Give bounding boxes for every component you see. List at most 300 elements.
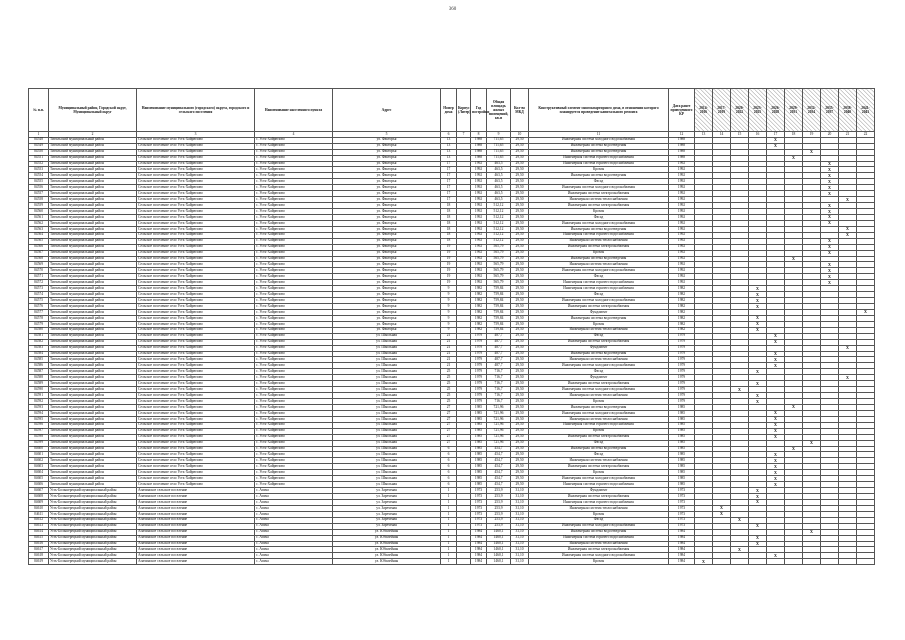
table-cell: Кровля xyxy=(529,167,669,173)
table-cell: 04583 xyxy=(29,345,49,351)
table-cell: с. Усть-Хайрюзово xyxy=(255,351,333,357)
table-cell: 29,50 xyxy=(511,179,529,185)
header-row xyxy=(29,89,875,132)
table-cell: Сельское поселение село Усть-Хайрюзово xyxy=(137,387,255,393)
table-cell: с. Усть-Хайрюзово xyxy=(255,309,333,315)
table-cell: 6 xyxy=(441,476,457,482)
column-header: 2014-2016 xyxy=(695,89,713,132)
table-cell: ул. Юбилейная xyxy=(333,547,441,553)
table-cell: с. Усть-Хайрюзово xyxy=(255,220,333,226)
table-cell: X xyxy=(767,470,785,476)
table-cell: X xyxy=(821,244,839,250)
table-cell: 759,84 xyxy=(487,292,511,298)
table-cell: 25 xyxy=(441,387,457,393)
table-cell: 1992 xyxy=(669,268,695,274)
table-cell: 04590 xyxy=(29,387,49,393)
table-cell: Инженерная система электроснабжения xyxy=(529,434,669,440)
table-cell: 759,84 xyxy=(487,298,511,304)
table-cell: Сельское поселение село Усть-Хайрюзово xyxy=(137,298,255,304)
table-cell: Тигильский муниципальный район xyxy=(49,440,137,446)
table-cell: 721,96 xyxy=(487,404,511,410)
table-cell: 487,7 xyxy=(487,351,511,357)
table-cell: ул. Факторья xyxy=(333,220,441,226)
table-cell: X xyxy=(803,440,821,446)
column-number: 6 xyxy=(441,132,457,138)
column-header: 2032-2034 xyxy=(803,89,821,132)
table-cell: 29,50 xyxy=(511,464,529,470)
table-cell xyxy=(785,559,803,565)
table-cell: с. Усть-Хайрюзово xyxy=(255,244,333,250)
table-cell: ул. Факторья xyxy=(333,250,441,256)
table-cell: Тигильский муниципальный район xyxy=(49,387,137,393)
table-cell: Сельское поселение село Усть-Хайрюзово xyxy=(137,197,255,203)
table-cell: 29,50 xyxy=(511,304,529,310)
table-cell: с. Апача xyxy=(255,494,333,500)
table-cell: Фасад xyxy=(529,179,669,185)
table-cell: 1 xyxy=(441,541,457,547)
table-cell: 04619 xyxy=(29,559,49,565)
table-cell: с. Усть-Хайрюзово xyxy=(255,452,333,458)
table-cell: Сельское поселение село Усть-Хайрюзово xyxy=(137,232,255,238)
table-cell: с. Усть-Хайрюзово xyxy=(255,387,333,393)
table-cell: Тигильский муниципальный район xyxy=(49,280,137,286)
table-cell: с. Усть-Хайрюзово xyxy=(255,446,333,452)
table-cell: Инженерная система холодного водоснабжения xyxy=(529,137,669,143)
table-cell: 18 xyxy=(441,220,457,226)
table-cell: 1973 xyxy=(471,517,487,523)
table-cell: 19 xyxy=(441,268,457,274)
table-cell: 04607 xyxy=(29,488,49,494)
table-cell: 31,10 xyxy=(511,505,529,511)
table-cell: Инженерная система холодного водоснабжения xyxy=(529,298,669,304)
table-cell: с. Усть-Хайрюзово xyxy=(255,345,333,351)
table-cell: 253,9 xyxy=(487,517,511,523)
table-cell: 1973 xyxy=(669,494,695,500)
table-cell: 1988 xyxy=(669,149,695,155)
table-cell: 9 xyxy=(441,286,457,292)
table-cell: ул. Школьная xyxy=(333,339,441,345)
table-cell: Инженерная система теплоснабжения xyxy=(529,197,669,203)
column-header: 2041-2043 xyxy=(857,89,875,132)
column-number: 19 xyxy=(803,132,821,138)
table-cell: 21 xyxy=(441,363,457,369)
table-cell: ул. Юбилейная xyxy=(333,541,441,547)
table-cell: X xyxy=(731,517,749,523)
table-cell: 6 xyxy=(441,458,457,464)
table-cell: Инженерная система водоотведения xyxy=(529,256,669,262)
table-cell: с. Усть-Хайрюзово xyxy=(255,458,333,464)
table-cell: 04549 xyxy=(29,143,49,149)
table-cell: 711,65 xyxy=(487,137,511,143)
table-cell: 31,10 xyxy=(511,499,529,505)
table-cell: X xyxy=(749,535,767,541)
table-cell: Апачинское сельское поселение xyxy=(137,529,255,535)
table-cell: 17 xyxy=(441,161,457,167)
table-cell: Сельское поселение село Усть-Хайрюзово xyxy=(137,440,255,446)
table-cell: с. Усть-Хайрюзово xyxy=(255,434,333,440)
table-cell: Кровля xyxy=(529,321,669,327)
table-cell: 1973 xyxy=(669,523,695,529)
table-cell: 1 xyxy=(441,523,457,529)
table-cell: с. Усть-Хайрюзово xyxy=(255,381,333,387)
table-cell: ул. Школьная xyxy=(333,369,441,375)
table-cell: 1973 xyxy=(471,499,487,505)
table-cell: с. Усть-Хайрюзово xyxy=(255,464,333,470)
table-cell: 1 xyxy=(441,494,457,500)
table-cell: Тигильский муниципальный район xyxy=(49,410,137,416)
table-cell: 17 xyxy=(441,191,457,197)
table-cell: X xyxy=(713,511,731,517)
column-header: 2035-2037 xyxy=(821,89,839,132)
table-cell: Кровля xyxy=(529,209,669,215)
table-cell: 31,10 xyxy=(511,547,529,553)
table-cell: 04548 xyxy=(29,137,49,143)
table-cell: 1992 xyxy=(471,197,487,203)
column-number: 15 xyxy=(731,132,749,138)
table-cell: Инженерная система горячего водоснабжения xyxy=(529,482,669,488)
table-cell: ул. Школьная xyxy=(333,440,441,446)
table-cell: 29,50 xyxy=(511,238,529,244)
table-cell: 1460,1 xyxy=(487,553,511,559)
table-cell: 463,5 xyxy=(487,161,511,167)
table-cell: 1985 xyxy=(669,440,695,446)
table-cell: Тигильский муниципальный район xyxy=(49,149,137,155)
table-cell: 29,50 xyxy=(511,244,529,250)
column-number: 16 xyxy=(749,132,767,138)
table-cell: X xyxy=(749,381,767,387)
table-cell: 1985 xyxy=(669,428,695,434)
table-cell: Тигильский муниципальный район xyxy=(49,167,137,173)
table-cell: 04584 xyxy=(29,351,49,357)
table-cell: Сельское поселение село Усть-Хайрюзово xyxy=(137,410,255,416)
table-cell: 759,84 xyxy=(487,286,511,292)
table-cell: с. Усть-Хайрюзово xyxy=(255,482,333,488)
table-cell: 1985 xyxy=(471,404,487,410)
table-cell: 1992 xyxy=(669,173,695,179)
table-cell: 716,7 xyxy=(487,393,511,399)
table-cell: 04557 xyxy=(29,191,49,197)
table-cell: 04560 xyxy=(29,209,49,215)
table-cell: 1985 xyxy=(669,458,695,464)
table-cell: X xyxy=(821,179,839,185)
table-cell: ул. Факторья xyxy=(333,292,441,298)
table-cell: Усть-Большерецкий муниципальный район xyxy=(49,529,137,535)
table-cell: 1984 xyxy=(471,535,487,541)
table-cell: Инженерная система горячего водоснабжения xyxy=(529,161,669,167)
table-cell: Тигильский муниципальный район xyxy=(49,191,137,197)
table-cell: 04551 xyxy=(29,155,49,161)
table-cell: 1992 xyxy=(669,191,695,197)
table-cell: 759,84 xyxy=(487,321,511,327)
table-cell: 29,50 xyxy=(511,143,529,149)
table-header xyxy=(29,89,875,138)
table-cell: Усть-Большерецкий муниципальный район xyxy=(49,505,137,511)
table-cell: 1973 xyxy=(471,523,487,529)
table-cell: Тигильский муниципальный район xyxy=(49,155,137,161)
table-cell: Инженерная система водоотведения xyxy=(529,351,669,357)
table-cell: X xyxy=(749,298,767,304)
table-cell xyxy=(731,559,749,565)
table-cell: Сельское поселение село Усть-Хайрюзово xyxy=(137,339,255,345)
table-cell: Тигильский муниципальный район xyxy=(49,446,137,452)
table-cell: 29,50 xyxy=(511,226,529,232)
table-cell: с. Усть-Хайрюзово xyxy=(255,298,333,304)
table-cell: с. Апача xyxy=(255,541,333,547)
table-cell: 721,96 xyxy=(487,416,511,422)
table-cell: ул. Факторья xyxy=(333,268,441,274)
table-cell: 29,50 xyxy=(511,345,529,351)
table-cell: Фасад xyxy=(529,517,669,523)
table-cell: Тигильский муниципальный район xyxy=(49,375,137,381)
table-cell: 27 xyxy=(441,416,457,422)
table-cell: Усть-Большерецкий муниципальный район xyxy=(49,511,137,517)
table-cell: Фасад xyxy=(529,440,669,446)
table-cell: 1992 xyxy=(471,185,487,191)
table-cell: ул. Юбилейная xyxy=(333,559,441,565)
table-cell: 04595 xyxy=(29,416,49,422)
table-cell: 1992 xyxy=(669,161,695,167)
table-cell: 1982 xyxy=(669,286,695,292)
table-cell: с. Усть-Хайрюзово xyxy=(255,304,333,310)
table-cell: 711,65 xyxy=(487,149,511,155)
table-cell: 29,50 xyxy=(511,155,529,161)
table-cell: 04562 xyxy=(29,220,49,226)
table-cell: ул. Факторья xyxy=(333,232,441,238)
table-cell: Сельское поселение село Усть-Хайрюзово xyxy=(137,482,255,488)
table-cell: 1984 xyxy=(471,541,487,547)
table-cell: 9 xyxy=(441,292,457,298)
table-cell: 04571 xyxy=(29,274,49,280)
table-cell: 31,10 xyxy=(511,553,529,559)
table-cell: Инженерная система электроснабжения xyxy=(529,494,669,500)
table-cell: 31,10 xyxy=(511,541,529,547)
table-cell: 29,50 xyxy=(511,214,529,220)
table-cell: 29,50 xyxy=(511,149,529,155)
table-cell: X xyxy=(821,220,839,226)
table-cell: 04614 xyxy=(29,529,49,535)
table-cell: 04603 xyxy=(29,464,49,470)
table-cell: ул. Школьная xyxy=(333,393,441,399)
table-cell: Тигильский муниципальный район xyxy=(49,179,137,185)
table-cell: ул. Зареченая xyxy=(333,511,441,517)
table-cell: X xyxy=(767,553,785,559)
table-cell: 1992 xyxy=(669,226,695,232)
table-cell: Инженерная система электроснабжения xyxy=(529,203,669,209)
table-cell: 29,50 xyxy=(511,375,529,381)
table-cell: Сельское поселение село Усть-Хайрюзово xyxy=(137,161,255,167)
table-cell: ул. Факторья xyxy=(333,179,441,185)
table-cell: Инженерная система электроснабжения xyxy=(529,339,669,345)
table-cell: 04564 xyxy=(29,232,49,238)
table-cell: X xyxy=(767,357,785,363)
table-cell: X xyxy=(749,327,767,333)
table-cell xyxy=(713,559,731,565)
table-cell: с. Усть-Хайрюзово xyxy=(255,327,333,333)
table-cell: 1973 xyxy=(669,499,695,505)
table-cell: 716,7 xyxy=(487,369,511,375)
table-cell: 04585 xyxy=(29,357,49,363)
table-cell: ул. Школьная xyxy=(333,470,441,476)
table-cell: 04579 xyxy=(29,321,49,327)
table-cell: Инженерная система теплоснабжения xyxy=(529,327,669,333)
table-cell: Кровля xyxy=(529,428,669,434)
table-cell: Сельское поселение село Усть-Хайрюзово xyxy=(137,476,255,482)
table-cell: 1992 xyxy=(471,238,487,244)
table-cell: Инженерная система электроснабжения xyxy=(529,191,669,197)
table-cell: 487,7 xyxy=(487,345,511,351)
table-cell: 721,96 xyxy=(487,434,511,440)
table-cell: 1992 xyxy=(669,185,695,191)
table-cell: 1979 xyxy=(471,363,487,369)
table-cell: 759,84 xyxy=(487,304,511,310)
table-cell: ул. Факторья xyxy=(333,197,441,203)
table-cell: 716,7 xyxy=(487,381,511,387)
table-cell xyxy=(857,559,875,565)
table-cell: с. Усть-Хайрюзово xyxy=(255,137,333,143)
table-cell: с. Усть-Хайрюзово xyxy=(255,399,333,405)
table-cell: Сельское поселение село Усть-Хайрюзово xyxy=(137,333,255,339)
table-cell: 04586 xyxy=(29,363,49,369)
table-cell: 29,50 xyxy=(511,339,529,345)
table-cell: 04609 xyxy=(29,499,49,505)
table-cell: 1982 xyxy=(669,304,695,310)
column-header: 2038-2040 xyxy=(839,89,857,132)
table-cell: 31,10 xyxy=(511,523,529,529)
table-cell: 454,7 xyxy=(487,464,511,470)
table-cell: 27 xyxy=(441,428,457,434)
table-cell: 1985 xyxy=(471,476,487,482)
table-cell: Апачинское сельское поселение xyxy=(137,535,255,541)
table-cell: Сельское поселение село Усть-Хайрюзово xyxy=(137,155,255,161)
table-cell: 463,5 xyxy=(487,185,511,191)
table-cell: ул. Школьная xyxy=(333,404,441,410)
table-cell: 29,50 xyxy=(511,333,529,339)
table-cell: 1973 xyxy=(471,505,487,511)
table-cell: 25 xyxy=(441,369,457,375)
table-cell: 9 xyxy=(441,327,457,333)
table-cell: X xyxy=(821,185,839,191)
table-cell: 04553 xyxy=(29,167,49,173)
table-cell: Тигильский муниципальный район xyxy=(49,185,137,191)
table-cell: 1992 xyxy=(669,280,695,286)
table-cell: 1973 xyxy=(669,505,695,511)
table-cell: 1979 xyxy=(669,351,695,357)
table-cell: Тигильский муниципальный район xyxy=(49,309,137,315)
table-cell: Сельское поселение село Усть-Хайрюзово xyxy=(137,452,255,458)
table-cell: Фасад xyxy=(529,292,669,298)
column-header: Наименование муниципального (городского) округа, городского и сельского поселения xyxy=(137,89,255,132)
table-cell: 454,7 xyxy=(487,476,511,482)
table-cell: 759,84 xyxy=(487,315,511,321)
table-cell: X xyxy=(785,155,803,161)
table-cell: 29,50 xyxy=(511,220,529,226)
table-cell: 1992 xyxy=(471,161,487,167)
table-cell: X xyxy=(767,363,785,369)
table-cell: ул. Школьная xyxy=(333,458,441,464)
table-cell: 25 xyxy=(441,381,457,387)
table-cell: Фасад xyxy=(529,274,669,280)
table-cell: с. Усть-Хайрюзово xyxy=(255,173,333,179)
table-cell: 512,12 xyxy=(487,209,511,215)
table-cell: ул. Факторья xyxy=(333,244,441,250)
table-cell: 29,50 xyxy=(511,381,529,387)
table-cell: Тигильский муниципальный район xyxy=(49,262,137,268)
table-cell: ул. Факторья xyxy=(333,280,441,286)
table-cell: 1992 xyxy=(471,203,487,209)
table-cell: 1973 xyxy=(471,494,487,500)
table-cell: 29,50 xyxy=(511,470,529,476)
table-cell xyxy=(821,559,839,565)
table-cell: 1 xyxy=(441,511,457,517)
table-cell: 04554 xyxy=(29,173,49,179)
table-cell: Инженерная система водоотведения xyxy=(529,446,669,452)
table-cell: 04594 xyxy=(29,410,49,416)
table-cell: Инженерная система водоотведения xyxy=(529,315,669,321)
table-cell: 6 xyxy=(441,482,457,488)
table-cell: с. Усть-Хайрюзово xyxy=(255,214,333,220)
table-cell: ул. Зареченая xyxy=(333,517,441,523)
table-cell: Фасад xyxy=(529,214,669,220)
table-cell: 04591 xyxy=(29,393,49,399)
table-cell: 1984 xyxy=(471,553,487,559)
table-cell: 1992 xyxy=(471,220,487,226)
table-cell: X xyxy=(695,559,713,565)
table-cell: 487,7 xyxy=(487,357,511,363)
table-cell: Сельское поселение село Усть-Хайрюзово xyxy=(137,351,255,357)
column-header: Общая площадь жилых помещений, кв.м xyxy=(487,89,511,132)
table-cell: Тигильский муниципальный район xyxy=(49,416,137,422)
table-cell: 18 xyxy=(441,214,457,220)
table-cell: 1992 xyxy=(669,203,695,209)
table-cell xyxy=(749,559,767,565)
table-cell: ул. Зареченая xyxy=(333,488,441,494)
table-cell: X xyxy=(839,375,857,381)
table-cell: ул. Школьная xyxy=(333,399,441,405)
table-cell: Тигильский муниципальный район xyxy=(49,363,137,369)
table-cell: 1982 xyxy=(471,292,487,298)
table-cell: 454,7 xyxy=(487,446,511,452)
table-cell: с. Усть-Хайрюзово xyxy=(255,185,333,191)
table-cell: 04573 xyxy=(29,286,49,292)
table-cell: 04556 xyxy=(29,185,49,191)
table-cell: Тигильский муниципальный район xyxy=(49,476,137,482)
table-cell: Инженерная система водоотведения xyxy=(529,173,669,179)
table-cell: Инженерная система электроснабжения xyxy=(529,547,669,553)
table-cell: Инженерная система водоотведения xyxy=(529,226,669,232)
table-cell: Тигильский муниципальный район xyxy=(49,137,137,143)
table-cell: X xyxy=(803,529,821,535)
table-cell: 1984 xyxy=(471,547,487,553)
table-cell: Инженерная система водоотведения xyxy=(529,404,669,410)
table-cell: Инженерная система горячего водоснабжения xyxy=(529,280,669,286)
table-cell: 29,50 xyxy=(511,446,529,452)
table-cell: с. Усть-Хайрюзово xyxy=(255,197,333,203)
table-cell: 1979 xyxy=(471,369,487,375)
table-cell: Инженерная система горячего водоснабжения xyxy=(529,232,669,238)
table-cell: 1984 xyxy=(471,559,487,565)
column-header: 2026-2028 xyxy=(767,89,785,132)
table-cell: с. Апача xyxy=(255,517,333,523)
table-cell: 1984 xyxy=(669,553,695,559)
table-cell: Сельское поселение село Усть-Хайрюзово xyxy=(137,191,255,197)
table-cell: 04566 xyxy=(29,244,49,250)
table-cell: 565,79 xyxy=(487,244,511,250)
table-cell: 1979 xyxy=(669,369,695,375)
table-cell: Сельское поселение село Усть-Хайрюзово xyxy=(137,214,255,220)
table-cell: с. Апача xyxy=(255,547,333,553)
table-cell: 13 xyxy=(441,143,457,149)
table-cell: X xyxy=(821,209,839,215)
